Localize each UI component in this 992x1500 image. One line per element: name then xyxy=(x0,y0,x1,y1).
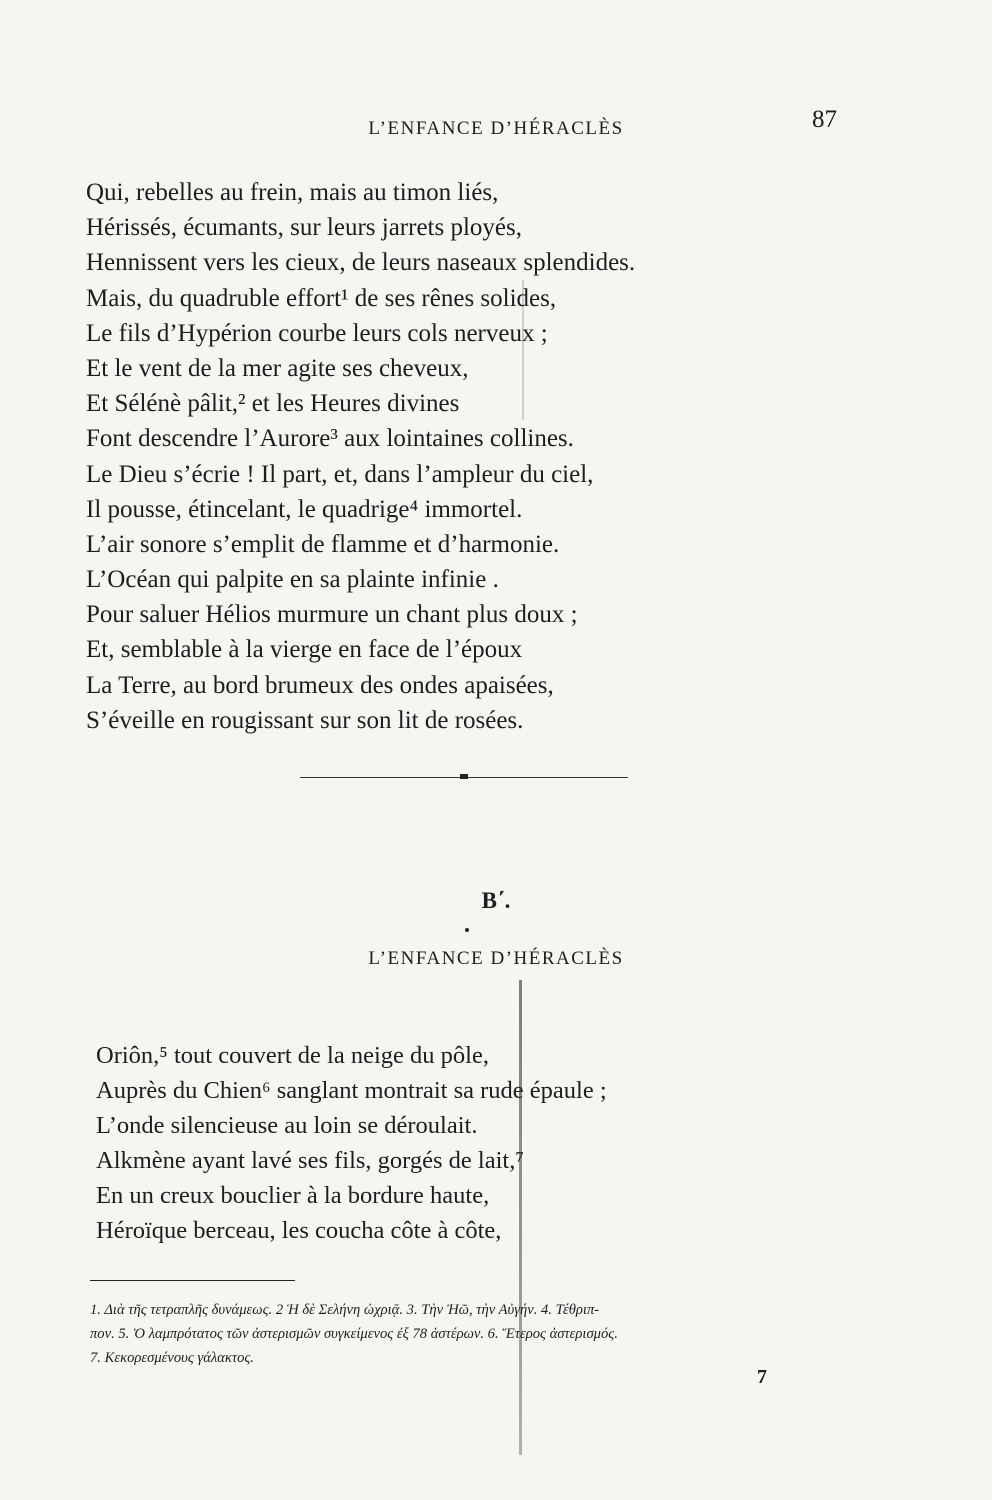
verse-line: En un creux bouclier à la bordure haute, xyxy=(96,1182,490,1209)
section-dot xyxy=(465,928,469,932)
verse-line: Le fils d’Hypérion courbe leurs cols nerveux ; xyxy=(86,319,548,347)
verse-line: Qui, rebelles au frein, mais au timon liés, xyxy=(86,179,499,206)
section-letter: B΄. xyxy=(481,888,511,913)
running-head: L’ENFANCE D’HÉRACLÈS xyxy=(368,118,624,139)
footnote-rule xyxy=(90,1280,295,1281)
footnotes xyxy=(90,1298,870,1370)
footnote-line: 1. Διὰ τῆς τετραπλῆς δυνάμεως. 2 Ἡ δὲ Σελήνη ὠχριᾷ. 3. Τὴν Ἠῶ, τὴν Αὐγήν. 4. Τέθριπ- xyxy=(90,1302,600,1318)
verse-line: Héroïque berceau, les coucha côte à côte, xyxy=(96,1217,502,1244)
verse-line: Hérissés, écumants, sur leurs jarrets ployés, xyxy=(86,214,522,242)
verse-line: Le Dieu s’écrie ! Il part, et, dans l’ampleur du ciel, xyxy=(86,460,594,488)
footnote-line: πον. 5. Ὁ λαμπρότατος τῶν ἀστερισμῶν συγκείμενος ἐξ 78 ἀστέρων. 6. Ἕτερος ἀστερισμός. xyxy=(90,1326,618,1342)
verse-line: Alkmène ayant lavé ses fils, gorgés de lait,⁷ xyxy=(96,1147,524,1174)
verse-line: S’éveille en rougissant sur son lit de rosées. xyxy=(86,706,524,734)
verse-line: Oriôn,⁵ tout couvert de la neige du pôle, xyxy=(96,1042,489,1069)
verse-line: L’air sonore s’emplit de flamme et d’harmonie. xyxy=(86,530,560,558)
verse-line: Mais, du quadruble effort¹ de ses rênes solides, xyxy=(86,284,557,312)
verse-line: Et le vent de la mer agite ses cheveux, xyxy=(86,354,469,382)
section-title: L’ENFANCE D’HÉRACLÈS xyxy=(368,948,624,969)
poem-a xyxy=(86,175,866,738)
verse-line: La Terre, au bord brumeux des ondes apaisées, xyxy=(86,671,554,699)
verse-line: Et Sélénè pâlit,² et les Heures divines xyxy=(86,390,460,418)
poem-b xyxy=(96,1038,876,1248)
divider-ornament xyxy=(460,774,468,779)
verse-line: Il pousse, étincelant, le quadrige⁴ immortel. xyxy=(86,495,523,523)
verse-line: Et, semblable à la vierge en face de l’époux xyxy=(86,636,523,664)
verse-line: Hennissent vers les cieux, de leurs naseaux splendides. xyxy=(86,249,636,277)
page-number: 87 xyxy=(812,106,837,133)
verse-line: Pour saluer Hélios murmure un chant plus doux ; xyxy=(86,601,578,629)
verse-line: L’Océan qui palpite en sa plainte infinie . xyxy=(86,566,499,594)
footnote-line: 7. Κεκορεσμένους γάλακτος. xyxy=(90,1350,254,1366)
signature-mark: 7 xyxy=(757,1366,767,1388)
verse-line: Font descendre l’Aurore³ aux lointaines collines. xyxy=(86,425,574,453)
verse-line: Auprès du Chien⁶ sanglant montrait sa rude épaule ; xyxy=(96,1077,607,1104)
verse-line: L’onde silencieuse au loin se déroulait. xyxy=(96,1112,478,1139)
